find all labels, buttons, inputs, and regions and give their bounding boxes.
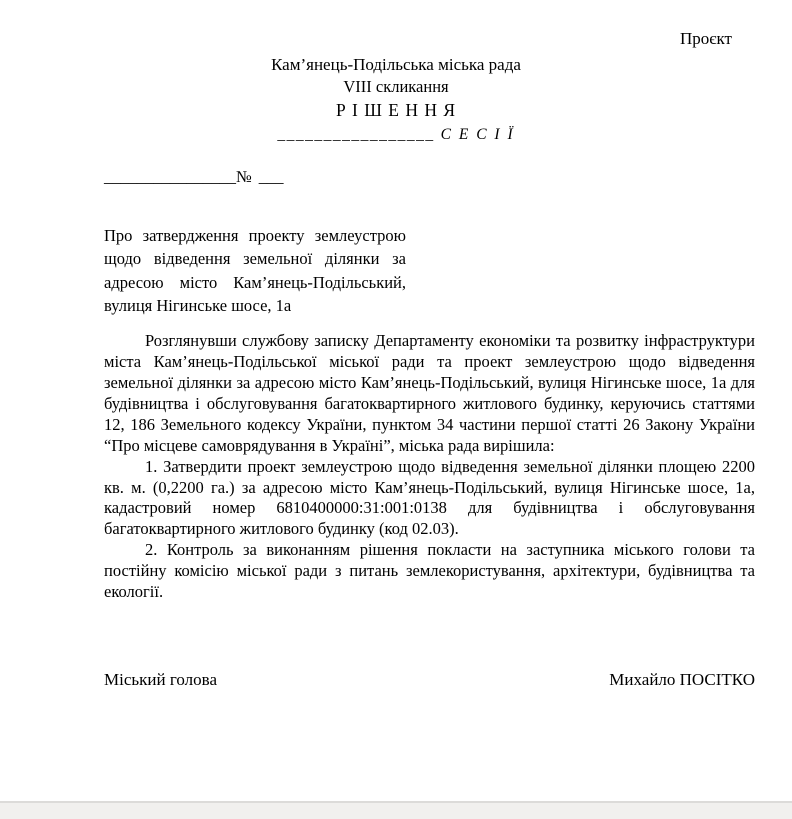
- document-body: [0, 166, 792, 690]
- draft-label: Проєкт: [679, 29, 732, 48]
- item-1-paragraph: 1. Затвердити проект землеустрою щодо відведення земельної ділянки площею 2200 кв. м. (0,2200 га.) за адресою місто Кам’янець-Подільський, вулиця Нігинське шосе, 1а, кадастровий номер 6810400000:31:001:0138 для будівництва і обслуговування багатоквартирного житлового будинку (код 02.03).: [104, 456, 755, 539]
- signer-name: Михайло ПОСІТКО: [609, 669, 755, 689]
- preamble-paragraph: Розглянувши службову записку Департаменту економіки та розвитку інфраструктури міста Кам’янець-Подільської міської ради та проект землеустрою щодо відведення земельної ділянки за адресою місто Кам’янець-Подільський, вулиця Нігинське шосе, 1а для будівництва і обслуговування багатоквартирного житлового будинку, керуючись статтями 12, 186 Земельного кодексу України, пунктом 34 частини першої статті 26 Закону України “Про місцеве самоврядування в Україні”, міська рада вирішила:: [104, 331, 755, 455]
- decision-subject: Про затвердження проекту землеустрою щодо відведення земельної ділянки за адресою місто Кам’янець-Подільський, вулиця Нігинське шосе, 1а: [104, 226, 406, 315]
- number-sign: №: [236, 167, 252, 186]
- session-label: С Е С І Ї: [440, 126, 515, 143]
- signer-position: Міський голова: [104, 669, 217, 689]
- document-header: [0, 54, 792, 146]
- item-2-paragraph: 2. Контроль за виконанням рішення покласти на заступника міського голови та постійну комісію міської ради з питань землекористування, архітектури, будівництва та екології.: [104, 540, 755, 602]
- council-name: Кам’янець-Подільська міська рада: [271, 55, 521, 74]
- decision-text: [104, 331, 755, 603]
- decision-title: Р І Ш Е Н Н Я: [335, 100, 457, 120]
- number-blank-line: ___: [258, 167, 284, 186]
- signature-row: [104, 669, 755, 690]
- convocation-number: VIII скликання: [343, 77, 449, 96]
- session-blank-line: _________________: [277, 126, 435, 143]
- page-bottom-edge: [0, 801, 792, 819]
- date-number-line: [104, 166, 755, 188]
- date-blank-line: ________________: [104, 167, 236, 186]
- session-line: [0, 123, 792, 146]
